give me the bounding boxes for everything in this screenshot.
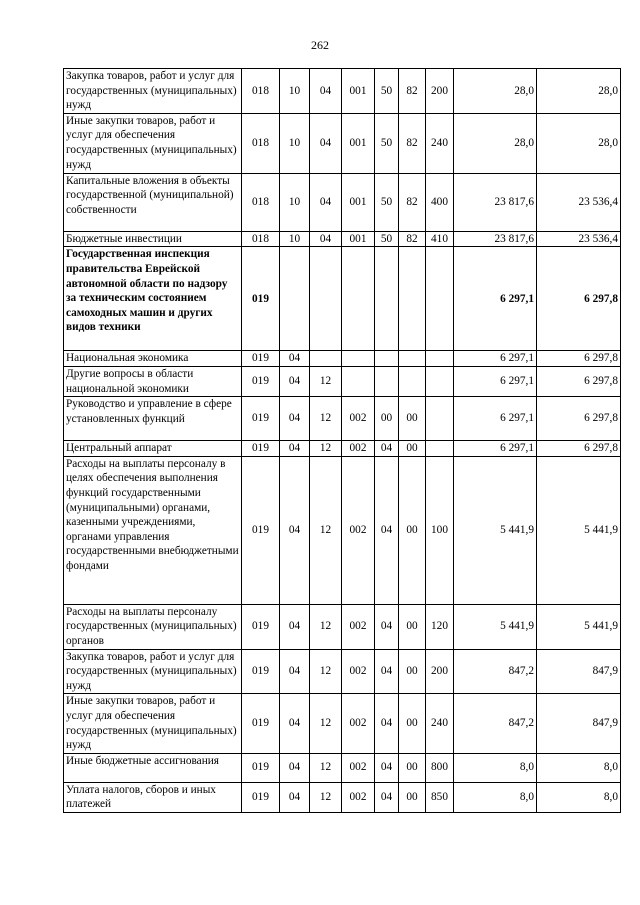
target-code-part-2: 04: [375, 694, 399, 753]
subsection-code: 12: [310, 397, 342, 441]
table-row: [64, 782, 621, 812]
section-code: 04: [280, 456, 310, 604]
amount-year-1: 6 297,1: [454, 247, 537, 351]
table-row: [64, 694, 621, 753]
target-code-part-3: 00: [399, 397, 426, 441]
row-name: Государственная инспекция правительства Еврейской автономной области по надзору за техническим состоянием самоходных машин и других видов техники: [64, 247, 242, 351]
amount-year-2: 6 297,8: [537, 441, 621, 457]
section-code: 04: [280, 441, 310, 457]
ministry-code: 019: [242, 397, 280, 441]
section-code: 10: [280, 173, 310, 231]
ministry-code: 019: [242, 604, 280, 649]
ministry-code: 018: [242, 113, 280, 173]
section-code: 04: [280, 351, 310, 367]
amount-year-1: 6 297,1: [454, 366, 537, 396]
subsection-code: 04: [310, 113, 342, 173]
table-row: [64, 231, 621, 247]
expense-type-code: 400: [426, 173, 454, 231]
table-row: [64, 456, 621, 604]
amount-year-1: 28,0: [454, 113, 537, 173]
target-code-part-1: 002: [342, 456, 375, 604]
table-row: [64, 366, 621, 396]
amount-year-2: 6 297,8: [537, 366, 621, 396]
amount-year-1: 847,2: [454, 649, 537, 694]
expense-type-code: [426, 441, 454, 457]
target-code-part-1: 001: [342, 69, 375, 114]
amount-year-2: 28,0: [537, 113, 621, 173]
amount-year-2: 6 297,8: [537, 247, 621, 351]
table-body: [64, 69, 621, 813]
expense-type-code: [426, 366, 454, 396]
row-name: Закупка товаров, работ и услуг для государственных (муниципальных) нужд: [64, 649, 242, 694]
expense-type-code: 120: [426, 604, 454, 649]
table-row: [64, 753, 621, 782]
ministry-code: 019: [242, 456, 280, 604]
subsection-code: 12: [310, 782, 342, 812]
row-name: Бюджетные инвестиции: [64, 231, 242, 247]
target-code-part-1: 002: [342, 694, 375, 753]
target-code-part-2: 00: [375, 397, 399, 441]
ministry-code: 019: [242, 753, 280, 782]
subsection-code: [310, 247, 342, 351]
target-code-part-2: 04: [375, 782, 399, 812]
section-code: 10: [280, 69, 310, 114]
ministry-code: 019: [242, 247, 280, 351]
ministry-code: 019: [242, 366, 280, 396]
table-row: [64, 397, 621, 441]
target-code-part-3: [399, 351, 426, 367]
amount-year-1: 8,0: [454, 753, 537, 782]
subsection-code: 12: [310, 456, 342, 604]
amount-year-2: 23 536,4: [537, 173, 621, 231]
target-code-part-2: 04: [375, 649, 399, 694]
expense-type-code: 850: [426, 782, 454, 812]
ministry-code: 018: [242, 69, 280, 114]
section-code: [280, 247, 310, 351]
target-code-part-2: 04: [375, 753, 399, 782]
subsection-code: 12: [310, 753, 342, 782]
amount-year-1: 6 297,1: [454, 441, 537, 457]
expense-type-code: 240: [426, 694, 454, 753]
amount-year-2: 6 297,8: [537, 397, 621, 441]
target-code-part-1: 001: [342, 173, 375, 231]
target-code-part-1: 001: [342, 231, 375, 247]
target-code-part-3: 82: [399, 69, 426, 114]
target-code-part-3: 82: [399, 173, 426, 231]
section-code: 04: [280, 397, 310, 441]
table-row: [64, 351, 621, 367]
row-name: Капитальные вложения в объекты государственной (муниципальной) собственности: [64, 173, 242, 231]
amount-year-1: 6 297,1: [454, 351, 537, 367]
subsection-code: 04: [310, 173, 342, 231]
amount-year-2: 23 536,4: [537, 231, 621, 247]
row-name: Центральный аппарат: [64, 441, 242, 457]
target-code-part-3: [399, 366, 426, 396]
amount-year-1: 23 817,6: [454, 231, 537, 247]
subsection-code: 04: [310, 231, 342, 247]
amount-year-2: 5 441,9: [537, 604, 621, 649]
section-code: 10: [280, 113, 310, 173]
ministry-code: 018: [242, 231, 280, 247]
ministry-code: 019: [242, 441, 280, 457]
table-row: [64, 604, 621, 649]
target-code-part-1: 002: [342, 649, 375, 694]
target-code-part-3: 00: [399, 782, 426, 812]
target-code-part-3: 00: [399, 441, 426, 457]
expense-type-code: 240: [426, 113, 454, 173]
target-code-part-2: 04: [375, 441, 399, 457]
ministry-code: 019: [242, 649, 280, 694]
table-row: [64, 247, 621, 351]
amount-year-1: 23 817,6: [454, 173, 537, 231]
target-code-part-2: 04: [375, 456, 399, 604]
subsection-code: 12: [310, 441, 342, 457]
row-name: Расходы на выплаты персоналу государственных (муниципальных) органов: [64, 604, 242, 649]
row-name: Закупка товаров, работ и услуг для государственных (муниципальных) нужд: [64, 69, 242, 114]
amount-year-1: 5 441,9: [454, 456, 537, 604]
target-code-part-2: 50: [375, 113, 399, 173]
row-name: Другие вопросы в области национальной экономики: [64, 366, 242, 396]
target-code-part-1: [342, 366, 375, 396]
target-code-part-1: 002: [342, 441, 375, 457]
target-code-part-2: [375, 366, 399, 396]
section-code: 04: [280, 649, 310, 694]
expense-type-code: 200: [426, 69, 454, 114]
ministry-code: 018: [242, 173, 280, 231]
section-code: 04: [280, 753, 310, 782]
expense-type-code: 800: [426, 753, 454, 782]
subsection-code: 12: [310, 694, 342, 753]
table-row: [64, 649, 621, 694]
section-code: 10: [280, 231, 310, 247]
subsection-code: 04: [310, 69, 342, 114]
target-code-part-2: 50: [375, 173, 399, 231]
amount-year-2: 847,9: [537, 649, 621, 694]
expense-type-code: 410: [426, 231, 454, 247]
target-code-part-3: 82: [399, 231, 426, 247]
table-row: [64, 441, 621, 457]
target-code-part-3: 00: [399, 694, 426, 753]
subsection-code: [310, 351, 342, 367]
section-code: 04: [280, 694, 310, 753]
target-code-part-2: 50: [375, 231, 399, 247]
target-code-part-1: 002: [342, 397, 375, 441]
amount-year-2: 8,0: [537, 782, 621, 812]
amount-year-2: 6 297,8: [537, 351, 621, 367]
amount-year-1: 847,2: [454, 694, 537, 753]
target-code-part-3: 00: [399, 753, 426, 782]
section-code: 04: [280, 604, 310, 649]
amount-year-1: 6 297,1: [454, 397, 537, 441]
row-name: Уплата налогов, сборов и иных платежей: [64, 782, 242, 812]
amount-year-2: 847,9: [537, 694, 621, 753]
table-row: [64, 69, 621, 114]
section-code: 04: [280, 782, 310, 812]
target-code-part-3: [399, 247, 426, 351]
row-name: Национальная экономика: [64, 351, 242, 367]
target-code-part-3: 00: [399, 649, 426, 694]
target-code-part-1: [342, 351, 375, 367]
ministry-code: 019: [242, 351, 280, 367]
amount-year-1: 5 441,9: [454, 604, 537, 649]
amount-year-2: 28,0: [537, 69, 621, 114]
row-name: Иные закупки товаров, работ и услуг для обеспечения государственных (муниципальных) нужд: [64, 694, 242, 753]
ministry-code: 019: [242, 782, 280, 812]
row-name: Руководство и управление в сфере установленных функций: [64, 397, 242, 441]
expense-type-code: 200: [426, 649, 454, 694]
target-code-part-3: 00: [399, 604, 426, 649]
table-row: [64, 113, 621, 173]
target-code-part-2: [375, 247, 399, 351]
budget-table: [63, 68, 621, 813]
page-number: 262: [311, 38, 329, 52]
target-code-part-1: 002: [342, 753, 375, 782]
target-code-part-2: 50: [375, 69, 399, 114]
subsection-code: 12: [310, 604, 342, 649]
expense-type-code: [426, 351, 454, 367]
subsection-code: 12: [310, 366, 342, 396]
row-name: Иные бюджетные ассигнования: [64, 753, 242, 782]
section-code: 04: [280, 366, 310, 396]
expense-type-code: 100: [426, 456, 454, 604]
target-code-part-2: [375, 351, 399, 367]
expense-type-code: [426, 397, 454, 441]
amount-year-1: 28,0: [454, 69, 537, 114]
ministry-code: 019: [242, 694, 280, 753]
target-code-part-2: 04: [375, 604, 399, 649]
target-code-part-1: 002: [342, 782, 375, 812]
target-code-part-1: [342, 247, 375, 351]
subsection-code: 12: [310, 649, 342, 694]
expense-type-code: [426, 247, 454, 351]
target-code-part-3: 82: [399, 113, 426, 173]
table-row: [64, 173, 621, 231]
amount-year-2: 5 441,9: [537, 456, 621, 604]
target-code-part-1: 002: [342, 604, 375, 649]
target-code-part-3: 00: [399, 456, 426, 604]
amount-year-2: 8,0: [537, 753, 621, 782]
amount-year-1: 8,0: [454, 782, 537, 812]
target-code-part-1: 001: [342, 113, 375, 173]
row-name: Иные закупки товаров, работ и услуг для обеспечения государственных (муниципальных) нужд: [64, 113, 242, 173]
row-name: Расходы на выплаты персоналу в целях обеспечения выполнения функций государственными (муниципальными) органами, казенными учреждениями, органами управления государственными внебюджетными фондами: [64, 456, 242, 604]
